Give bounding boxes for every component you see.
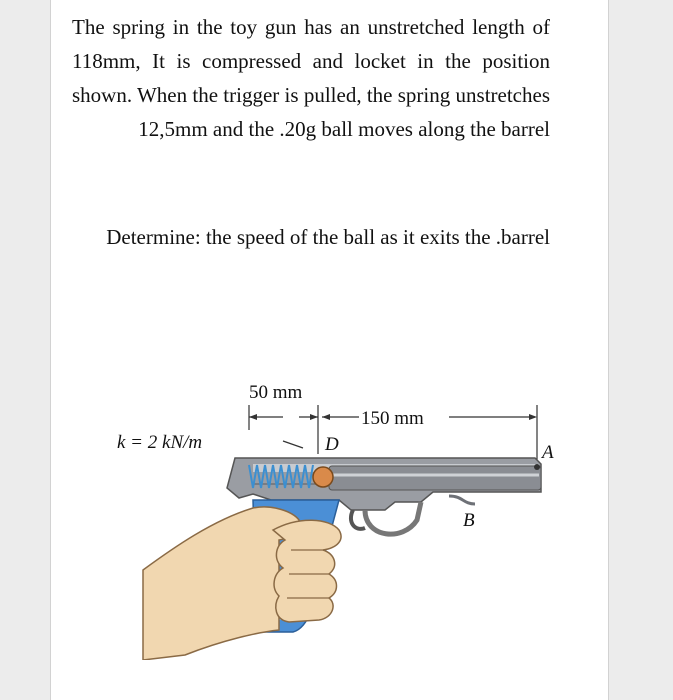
point-b-label: B xyxy=(463,510,475,531)
problem-question: Determine: the speed of the ball as it exits the .barrel xyxy=(106,225,550,249)
dimension-50mm-label: 50 mm xyxy=(249,382,303,403)
spring-constant-label: k = 2 kN/m xyxy=(117,432,203,453)
dimension-150mm-label: 150 mm xyxy=(361,408,424,429)
point-d-label: D xyxy=(325,434,339,455)
ball xyxy=(313,467,333,487)
trigger-rod xyxy=(449,496,475,504)
document-page xyxy=(50,0,609,700)
point-a-label: A xyxy=(542,442,554,463)
problem-statement: The spring in the toy gun has an unstretched length of 118mm, It is compressed and locket in the position shown. When the trigger is pulled, the spring unstretches 12,5mm and the .20g ball moves along the barrel xyxy=(72,15,550,141)
hand xyxy=(143,507,341,660)
toy-gun-figure xyxy=(103,370,563,660)
